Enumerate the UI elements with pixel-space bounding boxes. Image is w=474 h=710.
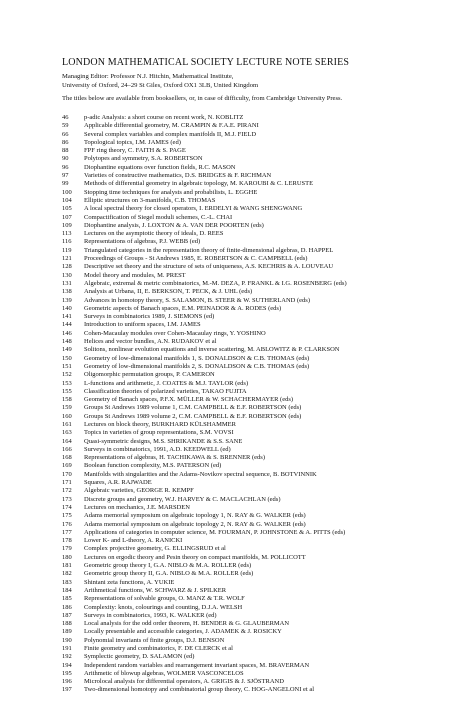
volume-title: Algebraic, extremal & metric combinatorics, M.-M. DEZA, P. FRANKL & I.G. ROSENBERG (eds) — [84, 279, 347, 287]
list-item — [62, 446, 462, 454]
volume-title: L-functions and arithmetic, J. COATES & M.J. TAYLOR (eds) — [84, 379, 249, 387]
volume-number: 150 — [62, 354, 72, 362]
list-item — [62, 612, 462, 620]
volume-number: 177 — [62, 528, 72, 536]
volume-title: Local analysis for the odd order theorem, H. BENDER & G. GLAUBERMAN — [84, 620, 290, 628]
list-item — [62, 280, 462, 288]
volume-title: Finite geometry and combinatorics, F. DE CLERCK et al — [84, 645, 233, 652]
volume-number: 159 — [62, 404, 72, 412]
volume-title: Representations of solvable groups, O. MANZ & T.R. WOLF — [84, 595, 245, 603]
volume-title: Oligomorphic permutation groups, P. CAMERON — [84, 371, 215, 379]
volume-number: 170 — [62, 470, 72, 478]
volume-number: 176 — [62, 520, 72, 528]
volume-number: 160 — [62, 412, 72, 420]
volume-number: 151 — [62, 362, 72, 370]
volume-number: 187 — [62, 611, 72, 619]
list-item — [62, 479, 462, 487]
volume-number: 139 — [62, 296, 72, 304]
list-item — [62, 529, 462, 537]
volume-title: Geometry of Banach spaces, P.F.X. MÜLLER & W. SCHACHERMAYER (eds) — [84, 396, 294, 404]
volume-number: 194 — [62, 661, 72, 669]
volume-title: Triangulated categories in the representation theory of finite-dimensional algebras, D. HAPPEL — [84, 246, 334, 254]
volume-number: 148 — [62, 338, 72, 346]
volume-number: 163 — [62, 429, 72, 437]
volume-number: 197 — [62, 686, 72, 694]
volume-title: Surveys in combinatorics, 1993, K. WALKER (ed) — [84, 611, 217, 619]
volume-number: 179 — [62, 545, 72, 553]
list-item — [62, 637, 462, 645]
volume-number: 104 — [62, 196, 72, 204]
volume-title: Analysis at Urbana, II, E. BERKSON, T. PECK, & J. UHL (eds) — [84, 288, 253, 296]
list-item — [62, 604, 462, 612]
volume-number: 66 — [62, 130, 69, 138]
volume-title: Compactification of Siegel moduli schemes, C.-L. CHAI — [84, 213, 233, 221]
list-item — [62, 570, 462, 578]
volume-title: Lectures on the asymptotic theory of ideals, D. REES — [84, 230, 224, 238]
list-item — [62, 297, 462, 305]
list-item — [62, 595, 462, 603]
volume-title: Stopping time techniques for analysts and probabilists, L. EGGHE — [84, 188, 258, 196]
volume-title: Diophantine equations over function fields, R.C. MASON — [84, 163, 236, 171]
volume-number: 161 — [62, 420, 72, 428]
list-item — [62, 330, 462, 338]
volume-number: 119 — [62, 246, 72, 254]
volume-number: 144 — [62, 321, 72, 329]
volume-title: Representations of algebras, H. TACHIKAWA & S. BRENNER (eds) — [84, 454, 265, 462]
volume-number: 174 — [62, 503, 72, 511]
list-item — [62, 371, 462, 379]
volume-title: Lower K- and L-theory, A. RANICKI — [84, 537, 183, 545]
volume-title: Several complex variables and complex manifolds II, M.J. FIELD — [84, 130, 257, 138]
volume-title: Microlocal analysis for differential operators, A. GRIGIS & J. SJÖSTRAND — [84, 678, 284, 686]
list-item — [62, 388, 462, 396]
volume-number: 195 — [62, 669, 72, 677]
list-item — [62, 678, 462, 686]
volume-number: 190 — [62, 636, 72, 644]
volume-title: Adams memorial symposium on algebraic topology 2, N. RAY & G. WALKER (eds) — [84, 520, 306, 528]
list-item — [62, 363, 462, 371]
volume-title: Applicable differential geometry, M. CRAMPIN & F.A.E. PIRANI — [84, 122, 259, 130]
volume-title: Polytopes and symmetry, S.A. ROBERTSON — [84, 155, 203, 163]
volume-number: 173 — [62, 495, 72, 503]
list-item — [62, 512, 462, 520]
volume-number: 191 — [62, 645, 72, 652]
list-item — [62, 496, 462, 504]
list-item — [62, 438, 462, 446]
list-item — [62, 222, 462, 230]
volume-title: Descriptive set theory and the structure of sets of uniqueness, A.S. KECHRIS & A. LOUVEAU — [84, 263, 334, 271]
volume-title: Independent random variables and rearrangement invariant spaces, M. BRAVERMAN — [84, 661, 310, 669]
list-item — [62, 504, 462, 512]
list-item — [62, 454, 462, 462]
list-item — [62, 537, 462, 545]
volume-number: 183 — [62, 578, 72, 586]
volume-number: 146 — [62, 329, 72, 337]
list-item — [62, 164, 462, 172]
list-item — [62, 620, 462, 628]
volume-number: 158 — [62, 396, 72, 404]
volume-title: Symplectic geometry, D. SALAMON (ed) — [84, 653, 195, 661]
volume-number: 100 — [62, 188, 72, 196]
volume-title: Surveys in combinatorics, 1991, A.D. KEEDWELL (ed) — [84, 445, 231, 453]
list-item — [62, 396, 462, 404]
list-item — [62, 313, 462, 321]
list-item — [62, 645, 462, 653]
volume-number: 140 — [62, 304, 72, 312]
list-item — [62, 380, 462, 388]
volume-number: 105 — [62, 205, 72, 213]
volume-number: 152 — [62, 371, 72, 379]
volume-title: Introduction to uniform spaces, I.M. JAMES — [84, 321, 201, 329]
volume-number: 175 — [62, 512, 72, 520]
volume-title: Geometry of low-dimensional manifolds 2, S. DONALDSON & C.B. THOMAS (eds) — [84, 362, 310, 370]
list-item — [62, 139, 462, 147]
list-item — [62, 180, 462, 188]
volume-title: Diophantine analysis, J. LOXTON & A. VAN DER POORTEN (eds) — [84, 221, 264, 229]
list-item — [62, 579, 462, 587]
list-item — [62, 189, 462, 197]
list-item — [62, 305, 462, 313]
volume-number: 182 — [62, 570, 72, 578]
volume-number: 121 — [62, 255, 72, 263]
volume-title: Groups St Andrews 1989 volume 1, C.M. CAMPBELL & E.F. ROBERTSON (eds) — [84, 404, 302, 412]
volume-title: Advances in homotopy theory, S. SALAMON, B. STEER & W. SUTHERLAND (eds) — [84, 296, 310, 304]
list-item — [62, 670, 462, 678]
list-item — [62, 587, 462, 595]
volume-number: 46 — [62, 114, 69, 121]
volume-title: Surveys in combinatorics 1989, J. SIEMONS (ed) — [84, 313, 215, 321]
managing-editor-address — [62, 73, 258, 90]
volume-title: FPF ring theory, C. FAITH & S. PAGE — [84, 147, 186, 155]
volume-number: 131 — [62, 279, 72, 287]
volume-title: Manifolds with singularities and the Adams-Novikov spectral sequence, B. BOTVINNIK — [84, 470, 317, 478]
list-item — [62, 662, 462, 670]
volume-number: 188 — [62, 620, 72, 628]
volume-number: 180 — [62, 553, 72, 561]
volume-title: Shintani zeta functions, A. YUKIE — [84, 578, 175, 586]
volume-number: 189 — [62, 628, 72, 636]
volume-number: 97 — [62, 172, 69, 180]
volume-title: Topics in varieties of group representations, S.M. VOVSI — [84, 429, 234, 437]
title-list — [62, 114, 462, 695]
list-item — [62, 471, 462, 479]
volume-number: 192 — [62, 653, 72, 661]
list-item — [62, 214, 462, 222]
editor-line: University of Oxford, 24–29 St Giles, Oxford OX1 3LB, United Kingdom — [62, 81, 259, 89]
volume-number: 99 — [62, 180, 69, 188]
volume-number: 109 — [62, 221, 72, 229]
volume-title: Polynomial invariants of finite groups, D.J. BENSON — [84, 636, 225, 644]
volume-title: Arithmetic of blowup algebras, WOLMER VASCONCELOS — [84, 669, 244, 677]
volume-number: 164 — [62, 437, 72, 445]
volume-title: Algebraic varieties, GEORGE R. KEMPF — [84, 487, 194, 495]
volume-number: 130 — [62, 271, 72, 279]
volume-title: Two-dimensional homotopy and combinatorial group theory, C. HOG-ANGELONI et al — [84, 686, 315, 694]
list-item — [62, 554, 462, 562]
volume-number: 178 — [62, 537, 72, 545]
volume-title: Cohen-Macaulay modules over Cohen-Macaulay rings, Y. YOSHINO — [84, 329, 266, 337]
volume-number: 141 — [62, 313, 72, 321]
list-item — [62, 653, 462, 661]
volume-number: 90 — [62, 155, 69, 163]
volume-title: Geometry of low-dimensional manifolds 1, S. DONALDSON & C.B. THOMAS (eds) — [84, 354, 310, 362]
list-item — [62, 355, 462, 363]
volume-number: 116 — [62, 238, 72, 246]
list-item — [62, 230, 462, 238]
volume-title: Squares, A.R. RAJWADE — [84, 479, 152, 487]
list-item — [62, 205, 462, 213]
volume-number: 186 — [62, 603, 72, 611]
volume-number: 113 — [62, 230, 72, 238]
volume-number: 155 — [62, 387, 72, 395]
list-item — [62, 131, 462, 139]
volume-title: A local spectral theory for closed operators, I. ERDELYI & WANG SHENGWANG — [84, 205, 303, 213]
volume-number: 149 — [62, 346, 72, 354]
list-item — [62, 521, 462, 529]
list-item — [62, 288, 462, 296]
volume-number: 96 — [62, 163, 69, 171]
volume-title: Geometric aspects of Banach spaces, E.M. PEINADOR & A. RODES (eds) — [84, 304, 282, 312]
list-item — [62, 238, 462, 246]
list-item — [62, 263, 462, 271]
list-item — [62, 413, 462, 421]
volume-title: Geometric group theory I, G.A. NIBLO & M.A. ROLLER (eds) — [84, 562, 252, 570]
list-item — [62, 346, 462, 354]
series-title: LONDON MATHEMATICAL SOCIETY LECTURE NOTE SERIES — [62, 57, 350, 68]
list-item — [62, 147, 462, 155]
volume-title: Classification theories of polarized varieties, TAKAO FUJITA — [84, 387, 247, 395]
list-item — [62, 272, 462, 280]
list-item — [62, 155, 462, 163]
volume-title: Quasi-symmetric designs, M.S. SHRIKANDE & S.S. SANE — [84, 437, 243, 445]
volume-title: Elliptic structures on 3-manifolds, C.B. THOMAS — [84, 196, 216, 204]
volume-number: 138 — [62, 288, 72, 296]
volume-number: 172 — [62, 487, 72, 495]
list-item — [62, 338, 462, 346]
list-item — [62, 545, 462, 553]
volume-title: Methods of differential geometry in algebraic topology, M. KAROUBI & C. LERUSTE — [84, 180, 314, 188]
volume-title: Boolean function complexity, M.S. PATERSON (ed) — [84, 462, 222, 470]
editor-line: Managing Editor: Professor N.J. Hitchin, Mathematical Institute, — [62, 73, 234, 80]
list-item — [62, 429, 462, 437]
volume-title: Complex projective geometry, G. ELLINGSRUD et al — [84, 545, 226, 553]
volume-title: Representations of algebras, P.J. WEBB (ed) — [84, 238, 201, 246]
volume-number: 196 — [62, 678, 72, 686]
volume-number: 185 — [62, 595, 72, 603]
volume-title: Arithmetical functions, W. SCHWARZ & J. SPILKER — [84, 586, 227, 594]
volume-number: 181 — [62, 562, 72, 570]
list-item — [62, 421, 462, 429]
availability-note: The titles below are available from booksellers, or, in case of difficulty, from Cambridge University Press. — [62, 95, 343, 102]
list-item — [62, 172, 462, 180]
volume-title: Model theory and modules, M. PREST — [84, 271, 186, 279]
volume-title: Topological topics, I.M. JAMES (ed) — [84, 138, 181, 146]
volume-number: 107 — [62, 213, 72, 221]
volume-title: Geometric group theory II, G.A. NIBLO & M.A. ROLLER (eds) — [84, 570, 254, 578]
volume-title: Varieties of constructive mathematics, D.S. BRIDGES & F. RICHMAN — [84, 172, 272, 180]
volume-title: Solitons, nonlinear evolution equations and inverse scattering, M. ABLOWITZ & P. CLARKSON — [84, 346, 340, 354]
volume-title: Discrete groups and geometry, W.J. HARVEY & C. MACLACHLAN (eds) — [84, 495, 281, 503]
list-item — [62, 404, 462, 412]
volume-number: 86 — [62, 138, 69, 146]
list-item — [62, 255, 462, 263]
volume-number: 128 — [62, 263, 72, 271]
list-item — [62, 686, 462, 694]
volume-title: Lectures on block theory, BURKHARD KÜLSHAMMER — [84, 420, 236, 428]
list-item — [62, 562, 462, 570]
volume-title: Adams memorial symposium on algebraic topology 1, N. RAY & G. WALKER (eds) — [84, 512, 306, 520]
list-item — [62, 197, 462, 205]
volume-title: p-adic Analysis: a short course on recent work, N. KOBLITZ — [84, 114, 244, 121]
list-item — [62, 122, 462, 130]
list-item — [62, 628, 462, 636]
volume-title: Lectures on ergodic theory and Pesin theory on compact manifolds, M. POLLICOTT — [84, 553, 306, 561]
volume-title: Proceedings of Groups - St Andrews 1985, E. ROBERTSON & C. CAMPBELL (eds) — [84, 255, 308, 263]
volume-number: 169 — [62, 462, 72, 470]
volume-title: Applications of categories in computer science, M. FOURMAN, P. JOHNSTONE & A. PITTS (eds) — [84, 528, 346, 536]
volume-title: Groups St Andrews 1989 volume 2, C.M. CAMPBELL & E.F. ROBERTSON (eds) — [84, 412, 302, 420]
volume-number: 184 — [62, 586, 72, 594]
volume-number: 59 — [62, 122, 69, 130]
volume-number: 166 — [62, 445, 72, 453]
list-item — [62, 462, 462, 470]
list-item — [62, 487, 462, 495]
volume-title: Complexity: knots, colourings and counting, D.J.A. WELSH — [84, 603, 243, 611]
volume-title: Helices and vector bundles, A.N. RUDAKOV et al — [84, 338, 217, 346]
list-item — [62, 114, 462, 122]
list-item — [62, 247, 462, 255]
volume-title: Lectures on mechanics, J.E. MARSDEN — [84, 503, 190, 511]
list-item — [62, 321, 462, 329]
volume-title: Locally presentable and accessible categories, J. ADAMEK & J. ROSICKY — [84, 628, 282, 636]
volume-number: 168 — [62, 454, 72, 462]
volume-number: 171 — [62, 479, 72, 487]
volume-number: 88 — [62, 147, 69, 155]
volume-number: 153 — [62, 379, 72, 387]
